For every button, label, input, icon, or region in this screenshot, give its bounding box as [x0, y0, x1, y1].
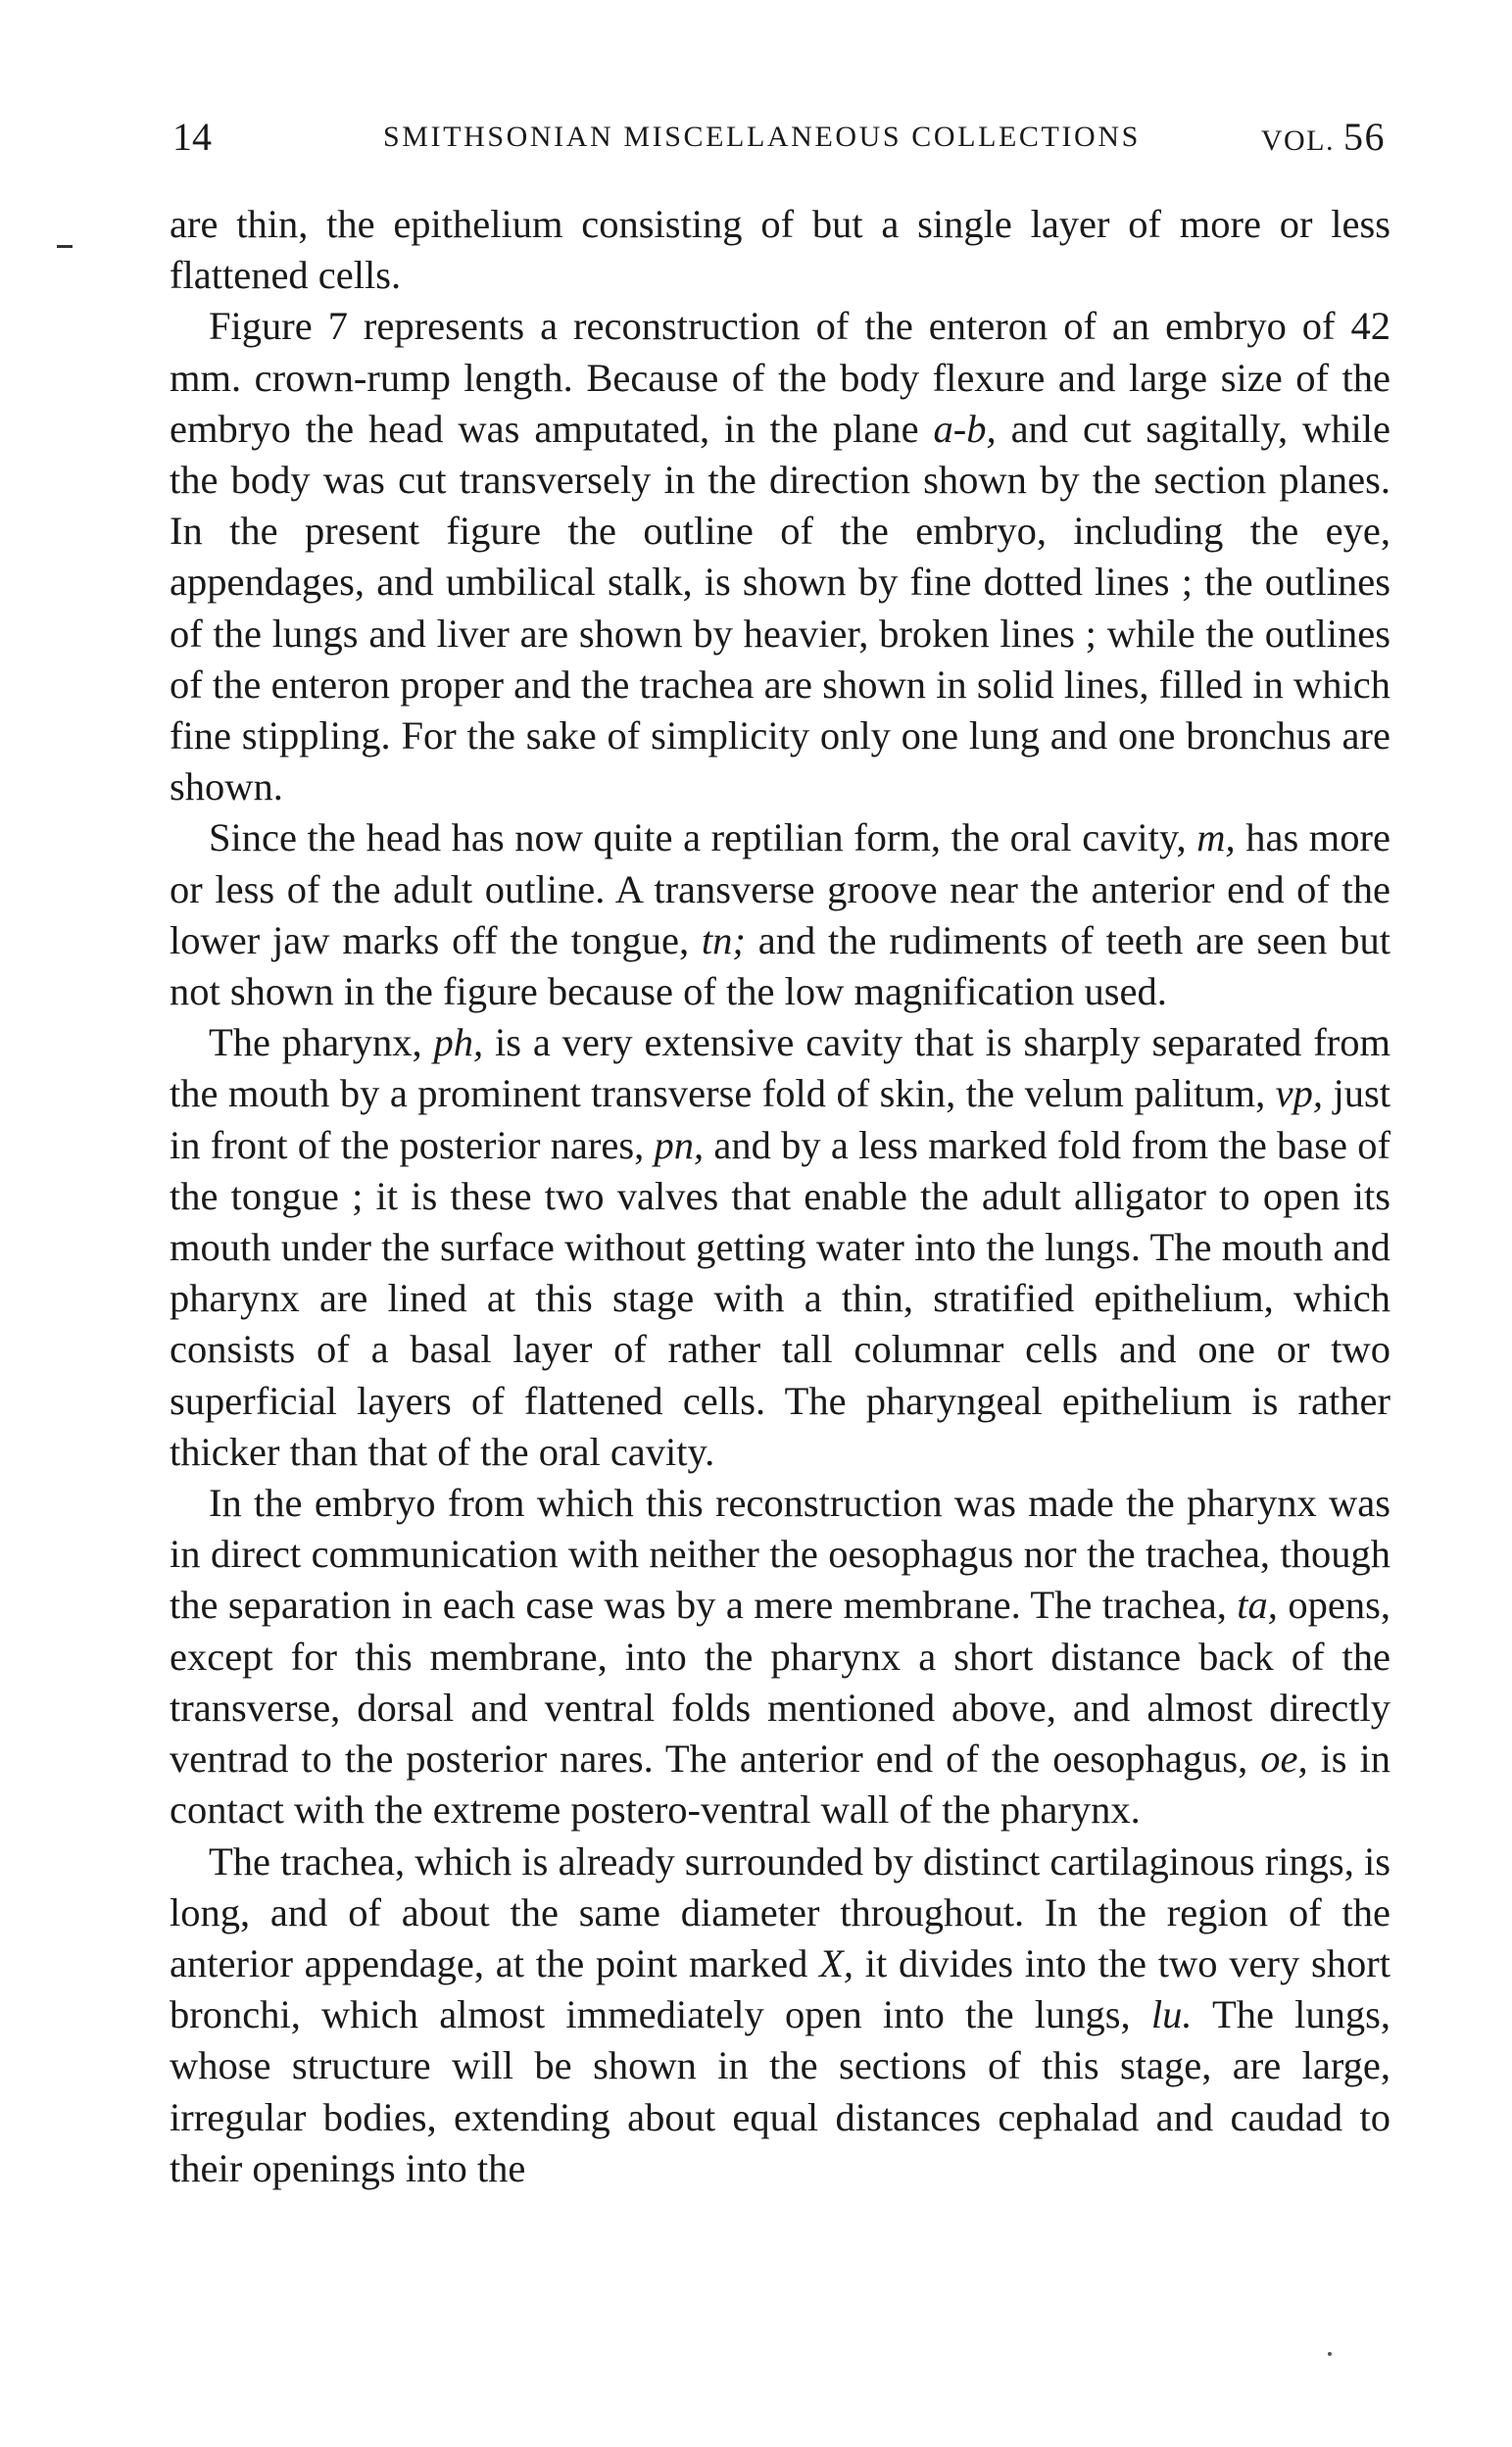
italic-label: m, — [1196, 815, 1236, 860]
italic-label: lu. — [1150, 1992, 1193, 2037]
text-run: is a very extensive cavity that is sharply separated from the mouth by a prominent transverse fold of skin, the velum palitum, — [170, 1020, 1390, 1116]
paragraph — [170, 1017, 1390, 1478]
page-number: 14 — [172, 115, 212, 159]
running-head — [172, 108, 1386, 167]
text-run: The trachea, which is already surrounded by distinct cartilaginous rings, is long, and of about the same diameter throughout. In the region of the anterior appendage, at the point marked — [170, 1838, 1390, 1985]
italic-label: tn; — [701, 917, 746, 962]
text-run: and cut sagitally, while the body was cut transversely in the direction shown by the section planes. In the present figure the outline of the embryo, including the eye, appendages, and umbilical stalk, is shown by fine dotted lines ; the outlines of the lungs and liver are shown by heavier, broken lines ; while the outlines of the enteron proper and the trachea are shown in solid lines, filled in which fine stippling. For the sake of simplicity only one lung and one bronchus are shown. — [170, 406, 1391, 809]
text-run: has more or less of the adult outline. A transverse groove near the anterior end of the lower jaw marks off the tongue, — [170, 815, 1391, 962]
paragraph — [170, 1478, 1390, 1835]
italic-label: oe, — [1260, 1737, 1308, 1782]
text-run: opens, except for this membrane, into the pharynx a short distance back of the transverse, dorsal and ventral folds mentioned above, and almost directly ventrad to the posterior nares. The anterior end of the oesophagus, — [170, 1583, 1390, 1782]
text-run: The pharynx, — [209, 1020, 434, 1065]
volume-label — [1261, 108, 1386, 171]
text-run: In the embryo from which this reconstruction was made the pharynx was in direct communication with neither the oesophagus nor the trachea, though the separation in each case was by a mere membrane. The trachea, — [170, 1481, 1390, 1628]
journal-title: SMITHSONIAN MISCELLANEOUS COLLECTIONS — [383, 121, 1141, 153]
text-run: and by a less marked fold from the base of the tongue ; it is these two valves that enable the adult alligator to open its mouth under the surface without getting water into the lungs. The mouth and pharynx are lined at this stage with a thin, stratified epithelium, which consists of a basal layer of rather tall columnar cells and one or two superficial layers of flattened cells. The pharyngeal epithelium is rather thicker than that of the oral cavity. — [170, 1122, 1390, 1474]
text-run: are thin, the epithelium consisting of but a single layer of more or less flattened cells. — [170, 202, 1390, 298]
paragraph — [170, 301, 1390, 812]
paragraph — [170, 1836, 1390, 2194]
italic-label: X, — [819, 1940, 854, 1985]
paragraph — [170, 199, 1390, 301]
italic-label: pn, — [654, 1122, 705, 1167]
italic-label: ph, — [433, 1020, 484, 1065]
text-run: it divides into the two very short bronchi, which almost immediately open into the lungs, — [170, 1940, 1390, 2037]
text-run: The lungs, whose structure will be shown in the sections of this stage, are large, irregular bodies, extending about equal distances cephalad and caudad to their openings into the — [170, 1992, 1390, 2190]
italic-label: ta, — [1237, 1583, 1278, 1628]
text-run: and the rudiments of teeth are seen but not shown in the figure because of the low magnification used. — [170, 917, 1390, 1014]
print-speck — [1328, 2352, 1332, 2356]
text-run: just in front of the posterior nares, — [170, 1071, 1390, 1167]
volume-prefix: VOL. — [1260, 124, 1335, 157]
body-text — [170, 199, 1390, 2194]
italic-label: vp, — [1275, 1071, 1324, 1116]
text-run: is in contact with the extreme postero-ventral wall of the pharynx. — [170, 1737, 1391, 1833]
text-run: Since the head has now quite a reptilian form, the oral cavity, — [209, 815, 1197, 860]
text-run: Figure 7 represents a reconstruction of the enteron of an embryo of 42 mm. crown-rump length. Because of the body flexure and large size of the embryo the head was amputated, in the plane — [170, 304, 1390, 451]
paragraph — [170, 812, 1390, 1017]
margin-mark — [57, 245, 73, 248]
italic-label: a-b, — [933, 406, 997, 451]
volume-number: 56 — [1343, 115, 1386, 159]
